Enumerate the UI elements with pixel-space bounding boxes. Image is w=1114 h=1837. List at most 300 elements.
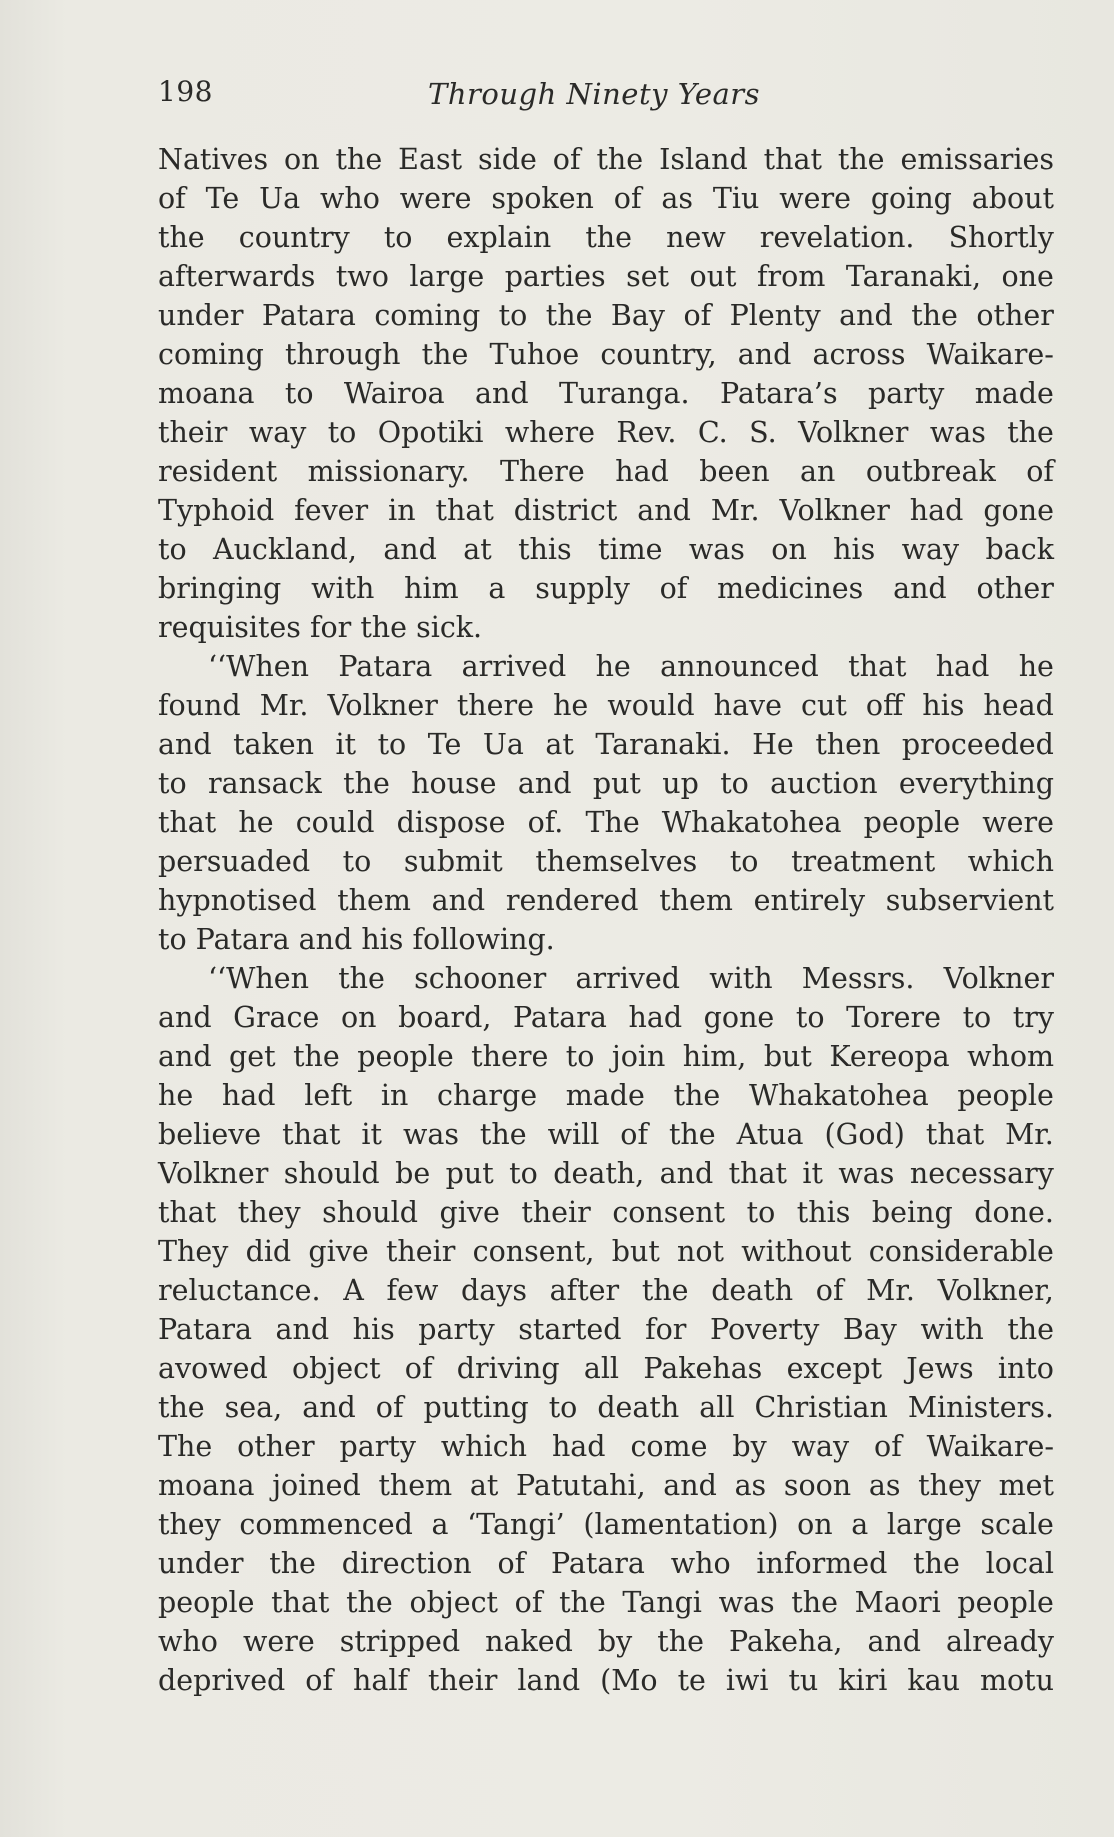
word: local (985, 1547, 1054, 1580)
word: fever (294, 494, 369, 527)
word: could (295, 806, 375, 839)
word: tu (788, 1664, 819, 1697)
word: Volkner (327, 689, 438, 722)
word: have (713, 689, 782, 722)
text-line (158, 530, 1054, 569)
word: the (641, 1274, 689, 1307)
word: through (284, 338, 401, 371)
text-line (158, 374, 1054, 413)
word: an (800, 455, 836, 488)
word: resident (158, 455, 278, 488)
word: Opotiki (377, 416, 484, 449)
word: necessary (909, 1157, 1054, 1190)
word: the (335, 143, 383, 176)
word: Auckland, (213, 533, 357, 566)
word: reluctance. (158, 1274, 321, 1307)
word: the (158, 1391, 205, 1424)
word: and (275, 1313, 330, 1346)
word: party (339, 1430, 416, 1463)
word: Taranaki, (845, 260, 982, 293)
word: that (158, 1196, 217, 1229)
text-line (158, 1466, 1054, 1505)
text-line (158, 296, 1054, 335)
word: and (517, 767, 572, 800)
line-text: requisites for the sick. (158, 611, 483, 644)
word: him (404, 572, 459, 605)
word: Torere (846, 1001, 942, 1034)
word: he (158, 1079, 194, 1112)
word: stripped (339, 1625, 461, 1658)
word: rendered (505, 884, 639, 917)
word: Waikare- (926, 1430, 1054, 1463)
text-line (158, 1271, 1054, 1310)
word: hypnotised (158, 884, 317, 917)
word: started (518, 1313, 622, 1346)
word: as (868, 1469, 901, 1502)
word: he (553, 689, 589, 722)
word: Patutahi, (515, 1469, 646, 1502)
word: party (867, 377, 945, 410)
word: land (517, 1664, 581, 1697)
word: Patara (550, 1547, 645, 1580)
word: of (683, 299, 712, 332)
word: Pakeha, (728, 1625, 843, 1658)
word: and (158, 728, 212, 761)
word: by (732, 1430, 767, 1463)
body-text (158, 140, 1054, 1700)
word: commenced (239, 1508, 413, 1541)
word: dispose (396, 806, 506, 839)
word: to (729, 845, 759, 878)
word: a (431, 1508, 449, 1541)
word: had (935, 650, 990, 683)
word: the (343, 767, 390, 800)
word: East (398, 143, 463, 176)
word: a (851, 1508, 869, 1541)
text-line (158, 959, 1054, 998)
word: revelation. (759, 221, 915, 254)
word: soon (783, 1469, 852, 1502)
word: to (565, 1040, 595, 1073)
word: time (598, 533, 663, 566)
word: Volkner (158, 1157, 269, 1190)
word: people (158, 1586, 255, 1619)
word: country (238, 221, 350, 254)
word: this (518, 533, 572, 566)
text-line (158, 1583, 1054, 1622)
word: but (763, 1040, 812, 1073)
word: Plenty (729, 299, 821, 332)
word: sea, (224, 1391, 283, 1424)
word: supply (535, 572, 630, 605)
word: C. (697, 416, 728, 449)
word: the (791, 1586, 838, 1619)
word: the (657, 1625, 704, 1658)
word: naked (485, 1625, 573, 1658)
word: people (957, 1079, 1054, 1112)
word: Patara (158, 1313, 252, 1346)
word: to (720, 767, 749, 800)
text-line (158, 803, 1054, 842)
word: scale (980, 1508, 1054, 1541)
word: his (352, 1313, 395, 1346)
word: were (779, 182, 851, 215)
word: gone (703, 1001, 775, 1034)
word: under (158, 299, 244, 332)
word: their (385, 1235, 456, 1268)
word: put (592, 767, 641, 800)
word: medicines (717, 572, 864, 605)
word: it (361, 1118, 382, 1151)
word: gone (983, 494, 1054, 527)
text-line (158, 725, 1054, 764)
word: Tuhoe (489, 338, 580, 371)
word: was (402, 1118, 459, 1151)
word: the (1007, 416, 1054, 449)
word: ‘‘When (208, 650, 309, 683)
word: object (409, 1586, 498, 1619)
word: them (337, 884, 411, 917)
word: to (795, 1001, 825, 1034)
word: of (1026, 455, 1054, 488)
word: this (796, 1196, 851, 1229)
word: outbreak (865, 455, 996, 488)
text-line (158, 881, 1054, 920)
word: back (985, 533, 1054, 566)
word: after (549, 1274, 620, 1307)
word: Maori (854, 1586, 941, 1619)
word: a (488, 572, 506, 605)
word: to (327, 416, 357, 449)
word: death, (553, 1157, 645, 1190)
word: Jews (906, 1352, 974, 1385)
word: the (911, 299, 958, 332)
word: death (597, 1391, 680, 1424)
word: considerable (868, 1235, 1054, 1268)
word: Typhoid (158, 494, 275, 527)
word: then (815, 728, 881, 761)
text-line (158, 1544, 1054, 1583)
word: and (867, 1625, 922, 1658)
word: give (439, 1196, 500, 1229)
word: the (338, 962, 385, 995)
word: of (305, 1664, 334, 1697)
word: to (158, 767, 187, 800)
word: Whakatohea (661, 806, 842, 839)
word: Atua (736, 1118, 804, 1151)
text-line (158, 998, 1054, 1037)
word: to (962, 1001, 992, 1034)
word: and (383, 533, 437, 566)
word: few (386, 1274, 439, 1307)
word: putting (423, 1391, 529, 1424)
word: the (668, 1118, 716, 1151)
word: the (559, 1586, 606, 1619)
word: Patara (338, 650, 433, 683)
word: arrived (461, 650, 567, 683)
text-line (158, 491, 1054, 530)
word: treatment (791, 845, 936, 878)
word: consent, (472, 1235, 595, 1268)
word: at (463, 533, 492, 566)
word: new (666, 221, 726, 254)
word: Ua (259, 182, 301, 215)
word: of (613, 182, 642, 215)
word: Ua (482, 728, 524, 761)
word: schooner (414, 962, 547, 995)
word: the (158, 221, 205, 254)
text-line (158, 1427, 1054, 1466)
word: of (375, 1391, 404, 1424)
word: with (920, 1313, 984, 1346)
word: whom (967, 1040, 1054, 1073)
word: Waikare- (926, 338, 1054, 371)
word: persuaded (158, 845, 311, 878)
word: who (319, 182, 380, 215)
text-line (158, 1310, 1054, 1349)
word: proceeded (901, 728, 1054, 761)
text-line (158, 218, 1054, 257)
word: give (308, 1235, 369, 1268)
word: that (282, 1118, 341, 1151)
word: explain (446, 221, 552, 254)
word: everything (898, 767, 1054, 800)
word: people (863, 806, 961, 839)
word: the (421, 338, 469, 371)
word: in (380, 1079, 409, 1112)
word: the (596, 143, 644, 176)
word: would (607, 689, 695, 722)
word: to (284, 377, 314, 410)
word: emissaries (900, 143, 1054, 176)
word: on (340, 1001, 377, 1034)
word: Tangi (622, 1586, 702, 1619)
word: announced (660, 650, 819, 683)
word: and (637, 494, 691, 527)
word: (Mo (600, 1664, 658, 1697)
word: subservient (885, 884, 1054, 917)
word: at (469, 1469, 499, 1502)
word: direction (341, 1547, 472, 1580)
word: house (411, 767, 497, 800)
word: way (901, 533, 960, 566)
word: The (585, 806, 640, 839)
word: but (611, 1235, 660, 1268)
word: consent (612, 1196, 726, 1229)
word: he (1018, 650, 1054, 683)
word: put (445, 1157, 494, 1190)
word: driving (456, 1352, 560, 1385)
text-line (158, 1193, 1054, 1232)
word: to (158, 533, 187, 566)
word: did (245, 1235, 292, 1268)
word: made (565, 1079, 645, 1112)
word: going (870, 182, 952, 215)
word: of (552, 143, 581, 176)
text-line (158, 452, 1054, 491)
word: will (547, 1118, 600, 1151)
word: Turanga. (558, 377, 690, 410)
word: get (229, 1040, 276, 1073)
word: kiri (838, 1664, 888, 1697)
word: it (802, 1157, 823, 1190)
page-header (158, 75, 1056, 119)
word: found (158, 689, 241, 722)
word: their (428, 1664, 498, 1697)
word: of (874, 1430, 902, 1463)
word: He (752, 728, 794, 761)
word: of (158, 182, 186, 215)
word: Tiu (712, 182, 760, 215)
word: that (763, 143, 822, 176)
word: had (221, 1079, 276, 1112)
word: should (283, 1157, 380, 1190)
word: was (838, 1157, 895, 1190)
word: Mr. (710, 494, 760, 527)
text-line (158, 1388, 1054, 1427)
word: it (335, 728, 357, 761)
word: people (957, 1586, 1054, 1619)
word: that (728, 1157, 787, 1190)
word: to (342, 845, 372, 878)
word: and (158, 1040, 212, 1073)
word: all (583, 1352, 620, 1385)
word: Volkner (779, 494, 890, 527)
word: of (404, 1352, 433, 1385)
word: deprived (158, 1664, 286, 1697)
text-line (158, 1115, 1054, 1154)
word: themselves (535, 845, 698, 878)
word: Volkner (943, 962, 1054, 995)
word: of (497, 1547, 526, 1580)
word: cut (801, 689, 847, 722)
text-line (158, 140, 1054, 179)
word: who (670, 1547, 731, 1580)
word: there (456, 689, 535, 722)
word: set (626, 260, 670, 293)
word: which (440, 1430, 528, 1463)
word: under (158, 1547, 244, 1580)
word: that (848, 650, 907, 683)
word: the (837, 143, 885, 176)
word: done. (974, 1196, 1054, 1229)
word: not (677, 1235, 724, 1268)
word: had (909, 494, 964, 527)
word: he (595, 650, 631, 683)
word: them (659, 884, 733, 917)
text-line (158, 1154, 1054, 1193)
word: on (284, 143, 320, 176)
word: that (925, 1118, 985, 1151)
text-line (158, 1622, 1054, 1661)
word: Ministers. (907, 1391, 1054, 1424)
word: one (1001, 260, 1054, 293)
text-line (158, 647, 1054, 686)
word: other (976, 572, 1054, 605)
word: Volkner, (937, 1274, 1054, 1307)
word: the (269, 1547, 316, 1580)
word: where (504, 416, 595, 449)
word: they (918, 1469, 981, 1502)
word: in (388, 494, 416, 527)
word: were (982, 806, 1054, 839)
word: except (786, 1352, 883, 1385)
word: two (335, 260, 389, 293)
word: moana (158, 1469, 255, 1502)
word: the (293, 1040, 340, 1073)
word: with (311, 572, 375, 605)
word: ‘Tangi’ (467, 1508, 565, 1541)
word: be (395, 1157, 431, 1190)
word: they (158, 1508, 221, 1541)
word: and (474, 377, 529, 410)
word: bringing (158, 572, 282, 605)
word: for (645, 1313, 687, 1346)
word: of (514, 1586, 543, 1619)
word: motu (980, 1664, 1054, 1697)
word: the (545, 299, 593, 332)
word: to (509, 1157, 538, 1190)
word: S. (749, 416, 777, 449)
word: There (500, 455, 585, 488)
page-number: 198 (158, 75, 213, 108)
word: Patara’s (719, 377, 838, 410)
word: him, (682, 1040, 747, 1073)
word: large (886, 1508, 962, 1541)
word: who (158, 1625, 218, 1658)
word: Te (427, 728, 462, 761)
word: A (343, 1274, 364, 1307)
word: submit (403, 845, 503, 878)
word: up (662, 767, 699, 800)
word: Christian (754, 1391, 888, 1424)
word: on (771, 533, 807, 566)
word: taken (233, 728, 315, 761)
word: ransack (207, 767, 322, 800)
word: people (357, 1040, 454, 1073)
word: their (521, 1196, 591, 1229)
text-line (158, 842, 1054, 881)
word: and (302, 1391, 356, 1424)
running-title: Through Ninety Years (428, 77, 761, 111)
word: ‘‘When (208, 962, 309, 995)
word: Kereopa (829, 1040, 950, 1073)
text-line (158, 920, 1054, 959)
text-line (158, 764, 1054, 803)
word: and (893, 572, 947, 605)
word: informed (756, 1547, 888, 1580)
word: Pakehas (643, 1352, 763, 1385)
word: join (611, 1040, 666, 1073)
word: coming (158, 338, 264, 371)
word: on (797, 1508, 833, 1541)
word: the (1007, 1313, 1054, 1346)
word: met (998, 1469, 1054, 1502)
word: Taranaki. (595, 728, 731, 761)
word: were (399, 182, 472, 215)
word: was (718, 1586, 775, 1619)
word: and (659, 1157, 714, 1190)
word: avowed (158, 1352, 268, 1385)
word: of (815, 1274, 844, 1307)
word: had (615, 455, 669, 488)
word: parties (504, 260, 606, 293)
word: of (620, 1118, 649, 1151)
text-line (158, 1037, 1054, 1076)
word: the (346, 1586, 393, 1619)
word: spoken (491, 182, 594, 215)
text-line (158, 608, 1054, 647)
